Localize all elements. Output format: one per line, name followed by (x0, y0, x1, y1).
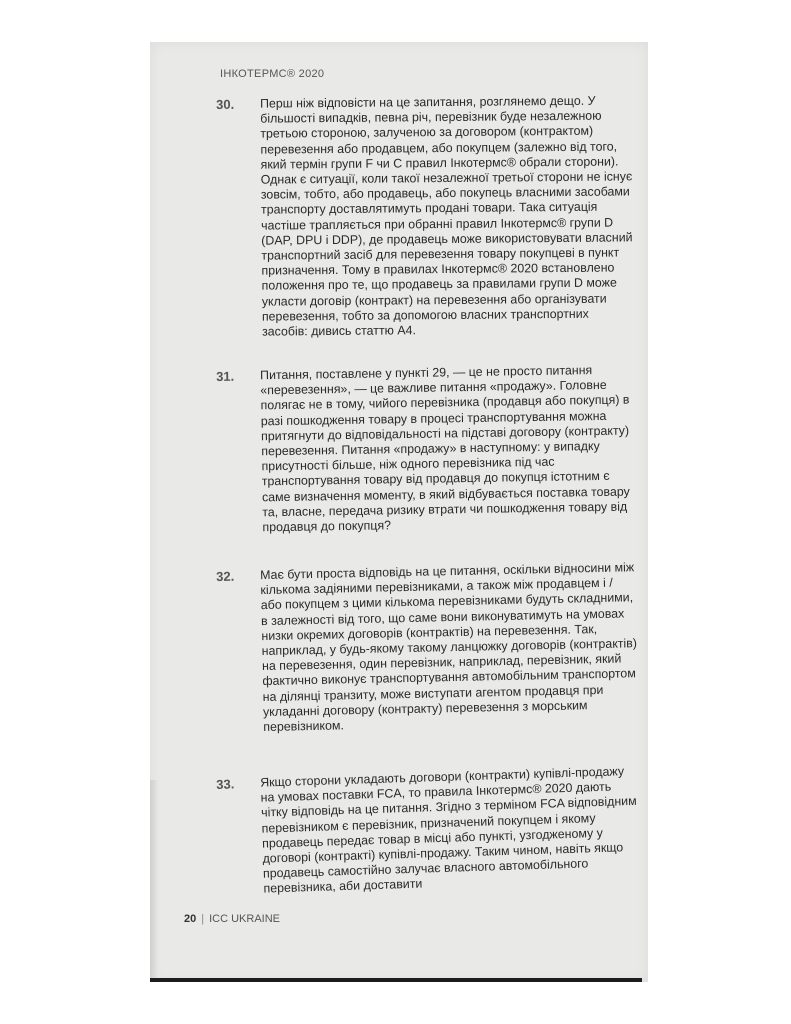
footer-publisher: ICC UKRAINE (209, 913, 281, 925)
paragraph-33 (216, 764, 640, 899)
paragraph-text: Питання, поставлене у пункті 29, — це не просто питання «перевезення», — це важливе питання «продажу». Головне полягає не в тому, чийого перевізника (продавця або покупця) в разі пошкодження товару в процесі транспортування можна притягнути до відповідальності на підставі договору (контракту) перевезення. Питання «продажу» в наступному: у випадку присутності більше, ніж одного перевізника під час транспортування товару від продавця до покупця істотним є саме визначення моменту, в який відбувається поставка товару та, власне, передача ризику втрати чи пошкодження товару від продавця до покупця? (259, 363, 630, 535)
paragraph-text: Якщо сторони укладають договори (контракти) купівлі-продажу на умовах поставки FCA, то правила Інкотермс® 2020 дають чітку відповідь на це питання. Згідно з терміном FCA відповідним перевізником є перевізник, призначений покупцем і якому продавець передає товар в місці або пункті, узгодженому у договорі (контракті) купівлі-продажу. Таким чином, навіть якщо продавець самостійно залучає власного автомобільного перевізника, аби доставити (259, 764, 637, 896)
page-footer (184, 913, 280, 925)
paragraph-number: 32. (216, 568, 235, 584)
paragraph-number: 30. (216, 96, 235, 112)
paragraph-number: 31. (216, 368, 235, 384)
paragraph-number: 33. (216, 776, 235, 792)
paragraph-30 (216, 93, 638, 340)
paragraph-31 (216, 362, 639, 536)
page-bottom-edge (150, 978, 642, 982)
footer-separator: | (201, 913, 205, 925)
paragraph-text: Перш ніж відповісти на це запитання, розглянемо дещо. У більшості випадків, певна річ, перевізник буде незалежною третьою стороною, залученою за договором (контрактом) перевезення або продавцем, або покупцем (залежно від того, який термін групи F чи C правил Інкотермс® обрали сторони). Однак є ситуації, коли такої незалежної третьої сторони не існує зовсім, тобто, або продавець, або покупець власними засобами транспорту доставлятимуть продані товари. Така ситуація частіше трапляється при обранні правил Інкотермс® групи D (DAP, DPU і DDP), де продавець може використовувати власний транспортний засіб для перевезення товару покупцеві в пункт призначення. Тому в правилах Інкотермс® 2020 встановлено положення про те, що продавець за правилами групи D може укласти договір (контракт) на перевезення або організувати перевезення, тобто за допомогою власних транспортних засобів: дивись статтю А4. (259, 93, 633, 339)
page-number: 20 (184, 913, 197, 925)
paragraph-32 (216, 560, 639, 736)
paragraph-text: Має бути проста відповідь на це питання, оскільки відносини між кількома задіяними перевізниками, а також між продавцем і / або покупцем з цими кількома перевізниками будуть складними, в залежності від того, що саме вони виконуватимуть на умовах низки окремих договорів (контрактів) на перевезення. Так, наприклад, у будь-якому такому ланцюжку договорів (контрактів) на перевезення, один перевізник, наприклад, перевізник, який фактично виконує транспортування автомобільним транспортом на ділянці транзиту, може виступати агентом продавця при укладанні договору (контракту) перевезення з морським перевізником. (259, 560, 638, 735)
running-header: ІНКОТЕРМС® 2020 (220, 68, 325, 80)
document-page (150, 42, 648, 978)
